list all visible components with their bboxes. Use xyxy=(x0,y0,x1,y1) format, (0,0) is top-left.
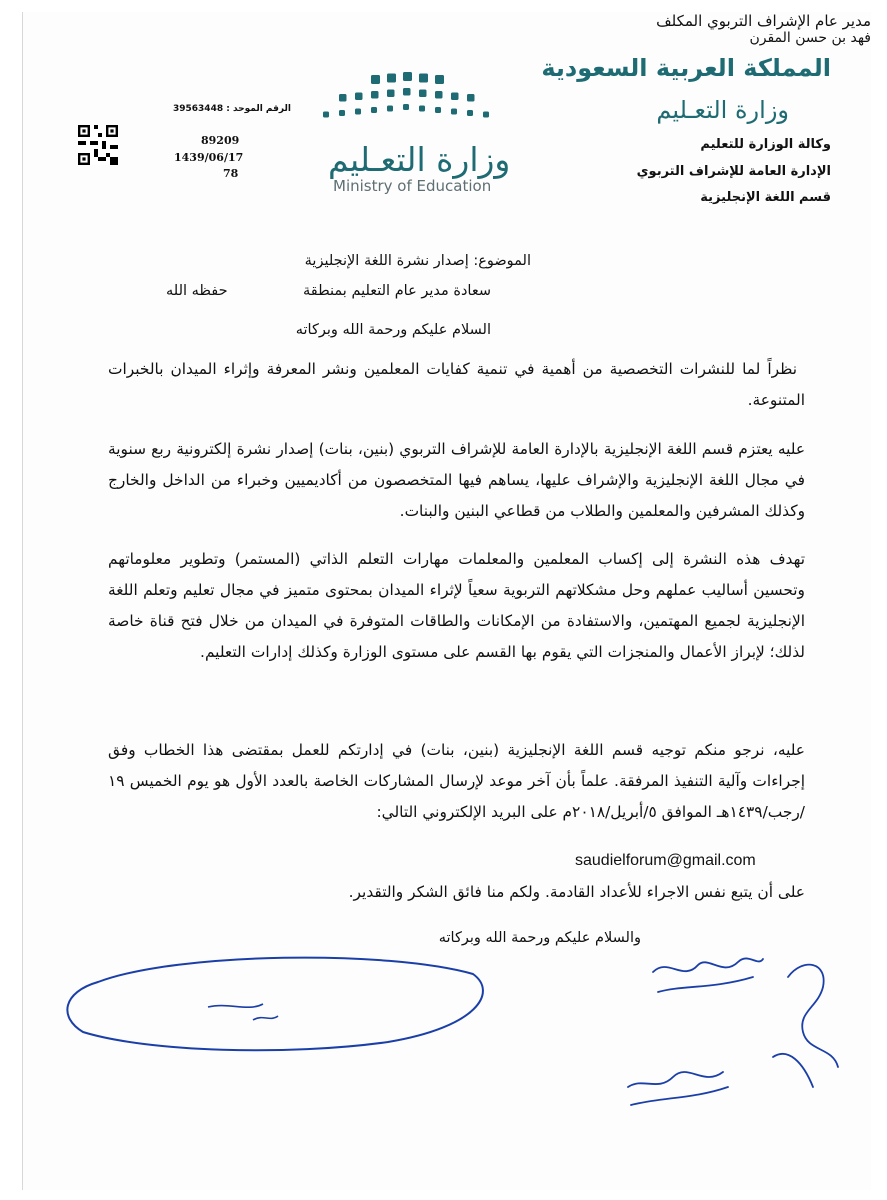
logo-dot xyxy=(371,75,380,84)
letter-recipient: سعادة مدير عام التعليم بمنطقة xyxy=(303,283,491,299)
email-address[interactable]: saudielforum@gmail.com xyxy=(575,852,756,869)
logo-dot xyxy=(387,74,396,83)
logo-arabic-text: وزارة التعـليم xyxy=(328,140,511,179)
ministry-name: وزارة التعـليم xyxy=(656,96,789,124)
logo-dot xyxy=(435,91,443,99)
logo-dot xyxy=(371,107,377,113)
letter-greeting: السلام عليكم ورحمة الله وبركاته xyxy=(295,322,491,338)
reference-date: 1439/06/17 xyxy=(174,151,244,164)
logo-dot xyxy=(451,109,457,115)
logo-dot xyxy=(355,93,363,101)
logo-dot xyxy=(419,74,428,83)
signer-title: مدير عام الإشراف التربوي المكلف xyxy=(656,12,871,30)
logo-dot xyxy=(419,106,425,112)
letter-closing: والسلام عليكم ورحمة الله وبركاته xyxy=(438,930,641,946)
logo-dot xyxy=(435,75,444,84)
letter-page xyxy=(22,12,871,1190)
paragraph-5: على أن يتبع نفس الاجراء للأعداد القادمة. ولكم منا فائق الشكر والتقدير. xyxy=(348,883,805,901)
reference-number: 89209 xyxy=(201,134,240,147)
unified-number: الرقم الموحد : 39563448 xyxy=(173,104,291,114)
handwritten-notes-icon xyxy=(613,937,853,1117)
reference-attachments: 78 xyxy=(223,167,239,180)
logo-dot xyxy=(467,94,475,102)
logo-dot xyxy=(419,90,427,98)
logo-dot xyxy=(403,88,411,96)
logo-dot xyxy=(435,107,441,113)
logo-dot xyxy=(387,106,393,112)
logo-dot xyxy=(339,110,345,116)
logo-dot xyxy=(387,90,395,98)
letter-honorific: حفظه الله xyxy=(166,283,228,299)
logo-dot xyxy=(403,104,409,110)
logo-dot xyxy=(371,91,379,99)
paragraph-2: عليه يعتزم قسم اللغة الإنجليزية بالإدارة العامة للإشراف التربوي (بنين، بنات) إصدار نشرة إلكترونية ربع سنوية في مجال اللغة الإنجليزية والإشراف عليها، يساهم فيها المتخصصون من أكاديميين وخبراء من الداخل والخارج وكذلك المشرفين والمعلمين والطلاب من قطاعي البنين والبنات. xyxy=(108,440,805,520)
logo-dot xyxy=(451,93,459,101)
logo-english-text: Ministry of Education xyxy=(333,177,492,195)
logo-dot xyxy=(467,110,473,116)
logo-dot xyxy=(403,72,412,81)
paragraph-4: عليه، نرجو منكم توجيه قسم اللغة الإنجليزية (بنين، بنات) في إدارتكم للعمل بمقتضى هذا الخطاب وفق إجراءات وآلية التنفيذ المرفقة. علماً بأن آخر موعد لإرسال المشاركات الخاصة بالعدد الأول هو يوم الخميس ١٩ /رجب/١٤٣٩هـ الموافق ٥/أبريل/٢٠١٨م على البريد الإلكتروني التالي: xyxy=(108,741,805,821)
logo-dot xyxy=(483,112,489,118)
signer-name: فهد بن حسن المقرن xyxy=(749,30,871,46)
logo-dot xyxy=(355,109,361,115)
logo-dot xyxy=(323,112,329,118)
kingdom-name: المملكة العربية السعودية xyxy=(541,54,831,82)
qr-code-icon xyxy=(78,124,118,166)
paragraph-1: نظراً لما للنشرات التخصصية من أهمية في تنمية كفايات المعلمين ونشر المعرفة وإثراء الميدان بالخبرات المتنوعة. xyxy=(108,360,805,409)
letter-subject: الموضوع: إصدار نشرة اللغة الإنجليزية xyxy=(304,253,531,269)
paragraph-3: تهدف هذه النشرة إلى إكساب المعلمين والمعلمات مهارات التعلم الذاتي (المستمر) وتطوير معلوماتهم وتحسين أساليب عملهم وحل مشكلاتهم التربوية سعياً لإثراء الميدان بمحتوى متميز في مجال تعليم وتعلم اللغة الإنجليزية لجميع المهتمين، والاستفادة من الإمكانات والطاقات المتوفرة في الميدان من خلال فتح قناة خاصة لذلك؛ لإبراز الأعمال والمنجزات التي يقوم بها القسم على مستوى الوزارة وكذلك إدارات التعليم. xyxy=(108,550,805,661)
administration-name: الإدارة العامة للإشراف التربوي xyxy=(636,164,831,179)
agency-name: وكالة الوزارة للتعليم xyxy=(700,137,831,152)
logo-dot xyxy=(339,94,347,102)
section-name: قسم اللغة الإنجليزية xyxy=(700,190,831,205)
signature-oval-icon xyxy=(58,952,488,1052)
